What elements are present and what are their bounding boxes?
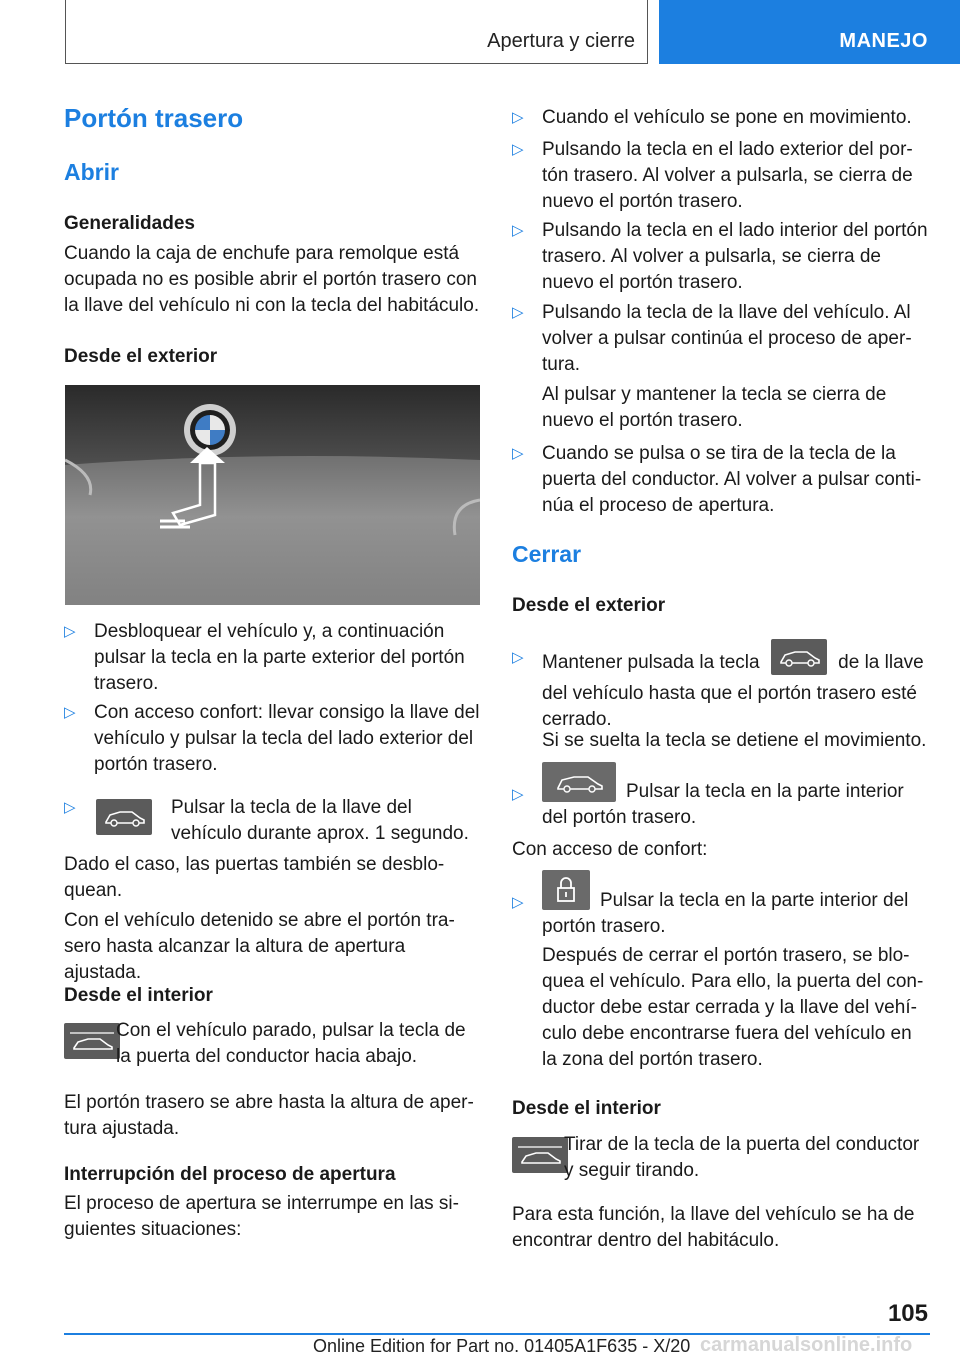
list-item xyxy=(512,762,930,828)
list-item xyxy=(512,105,930,135)
heading-interior-cerrar: Desde el interior xyxy=(512,1098,661,1119)
list-item-text: Cuando se pulsa o se tira de la tecla de la puerta del conductor. Al volver a pulsar conti-núa el proceso de apertura. xyxy=(542,443,922,516)
bullet-icon: ▷ xyxy=(512,141,524,158)
para-abre: El portón trasero se abre hasta la altura de aper-tura ajustada. xyxy=(64,1092,474,1139)
bullet-icon: ▷ xyxy=(64,799,76,816)
door-button-icon xyxy=(512,1137,568,1173)
para-suelta: Si se suelta la tecla se detiene el movimiento. xyxy=(542,730,927,751)
list-item-text xyxy=(542,645,930,733)
para-dado: Dado el caso, las puertas también se desblo-quean. xyxy=(64,854,445,901)
list-item xyxy=(512,645,930,730)
para-despues: Después de cerrar el portón trasero, se blo-quea el vehículo. Para ello, la puerta del con-ductor debe estar cerrada y la llave del vehí-culo debe encontrarse fuera del vehículo en la zona del portón trasero. xyxy=(542,945,924,1070)
bullet-icon: ▷ xyxy=(512,109,524,126)
list-item xyxy=(512,441,930,521)
car-key-icon xyxy=(771,639,827,675)
heading-interior: Desde el interior xyxy=(64,985,213,1006)
list-item-text: Pulsando la tecla en el lado exterior del por-tón trasero. Al volver a pulsarla, se cierra de nuevo el portón trasero. xyxy=(542,139,913,212)
header-section xyxy=(65,0,648,64)
list-item-text: Pulsando la tecla en el lado interior del portón trasero. Al volver a pulsarla, se cierra de nuevo el portón trasero. xyxy=(542,220,928,293)
list-item-text: Con acceso confort: llevar consigo la llave del vehículo y pulsar la tecla del lado exterior del portón trasero. xyxy=(94,702,480,775)
section-abrir: Abrir xyxy=(64,159,119,185)
door-button-icon xyxy=(64,1023,120,1059)
para-detenido: Con el vehículo detenido se abre el portón tra-sero hasta alcanzar la altura de apertura ajustada. xyxy=(64,910,455,983)
para-mantener: Al pulsar y mantener la tecla se cierra de nuevo el portón trasero. xyxy=(542,384,887,431)
page-number: 105 xyxy=(887,1300,928,1327)
list-item-text: Desbloquear el vehículo y, a continuación pulsar la tecla en la parte exterior del portón trasero. xyxy=(94,621,465,694)
list-item-text: Pulsar la tecla en la parte interior del portón trasero. xyxy=(542,890,909,937)
bullet-icon: ▷ xyxy=(64,623,76,640)
list-item xyxy=(64,619,482,699)
list-item xyxy=(512,870,930,936)
bullet-icon: ▷ xyxy=(512,445,524,462)
list-item xyxy=(64,795,482,847)
list-item xyxy=(512,300,930,380)
header-chapter xyxy=(659,0,960,64)
page-title: Portón trasero xyxy=(64,103,244,133)
header-chapter-title: MANEJO xyxy=(839,30,928,52)
tailgate-photo xyxy=(65,385,480,605)
bullet-icon: ▷ xyxy=(512,894,524,911)
header-section-title: Apertura y cierre xyxy=(487,30,635,52)
list-item-text: Pulsar la tecla en la parte interior del portón trasero. xyxy=(542,781,904,828)
bullet-icon: ▷ xyxy=(512,649,524,666)
para-confort: Con acceso de confort: xyxy=(512,839,708,860)
bullet-icon: ▷ xyxy=(64,704,76,721)
car-key-icon xyxy=(96,799,152,835)
bullet-icon: ▷ xyxy=(512,786,524,803)
watermark: carmanualsonline.info xyxy=(700,1334,913,1356)
list-item xyxy=(512,218,930,298)
bullet-icon: ▷ xyxy=(512,304,524,321)
footer-edition: Online Edition for Part no. 01405A1F635 - X/20 xyxy=(313,1336,691,1356)
list-item-text-b: de la llave del vehículo hasta que el portón trasero esté cerrado. xyxy=(542,652,924,730)
list-item-text: Pulsando la tecla de la llave del vehículo. Al volver a pulsar continúa el proceso de aper-tura. xyxy=(542,302,912,375)
para-interrupcion: El proceso de apertura se interrumpe en las si-guientes situaciones: xyxy=(64,1193,459,1240)
list-item-text: Cuando el vehículo se pone en movimiento. xyxy=(542,107,912,128)
heading-interrupcion: Interrupción del proceso de apertura xyxy=(64,1164,396,1185)
para-final: Para esta función, la llave del vehículo se ha de encontrar dentro del habitáculo. xyxy=(512,1204,915,1251)
heading-exterior: Desde el exterior xyxy=(64,346,218,367)
bullet-icon: ▷ xyxy=(512,222,524,239)
list-item-text-a: Mantener pulsada la tecla xyxy=(542,652,760,674)
para-interior: Con el vehículo parado, pulsar la tecla de la puerta del conductor hacia abajo. xyxy=(116,1020,466,1067)
list-item-text: Pulsar la tecla de la llave del vehículo durante aprox. 1 segundo. xyxy=(171,797,469,844)
heading-generalidades: Generalidades xyxy=(64,213,195,234)
list-item xyxy=(64,700,482,780)
para-tirar: Tirar de la tecla de la puerta del conductor y seguir tirando. xyxy=(564,1134,920,1181)
para-generalidades: Cuando la caja de enchufe para remolque está ocupada no es posible abrir el portón trasero con la llave del vehículo ni con la tecla del habitáculo. xyxy=(64,243,480,316)
list-item xyxy=(512,137,930,217)
heading-exterior-cerrar: Desde el exterior xyxy=(512,595,666,616)
section-cerrar: Cerrar xyxy=(512,541,582,567)
